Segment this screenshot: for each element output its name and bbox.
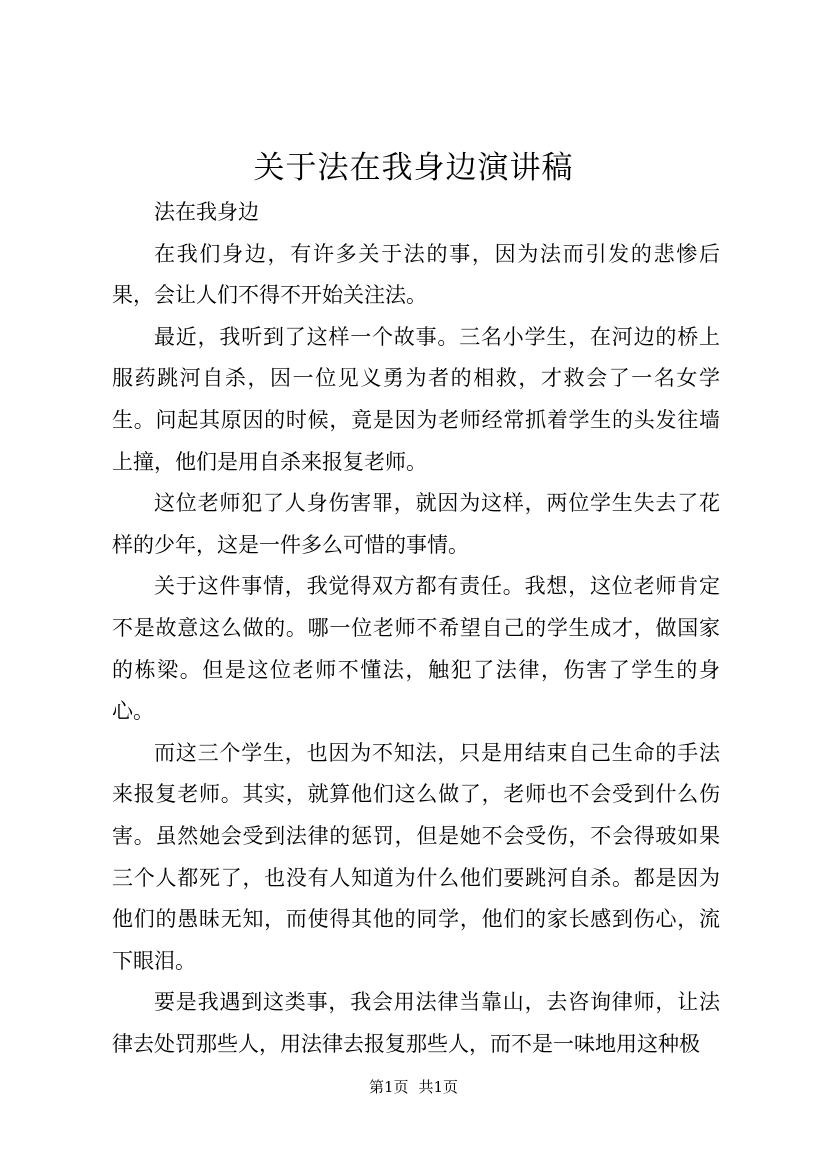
paragraph: 最近，我听到了这样一个故事。三名小学生，在河边的桥上服药跳河自杀，因一位见义勇为者的相救，才救会了一名女学生。问起其原因的时候，竟是因为老师经常抓着学生的头发往墙上撞，他们是用自杀来报复老师。 [112,324,720,474]
page-footer [0,1077,827,1097]
document-body [112,192,720,1065]
paragraph: 要是我遇到这类事，我会用法律当靠山，去咨询律师，让法律去处罚那些人，用法律去报复那些人，而不是一味地用这种极 [112,990,720,1056]
paragraph: 而这三个学生，也因为不知法，只是用结束自己生命的手法来报复老师。其实，就算他们这么做了，老师也不会受到什么伤害。虽然她会受到法律的惩罚，但是她不会受伤，不会得玻如果三个人都死了，也没有人知道为什么他们要跳河自杀。都是因为他们的愚昧无知，而使得其他的同学，他们的家长感到伤心，流下眼泪。 [112,740,720,973]
page-number: 第1页 [368,1078,409,1096]
paragraph: 在我们身边，有许多关于法的事，因为法而引发的悲惨后果，会让人们不得不开始关注法。 [112,241,720,308]
paragraph: 这位老师犯了人身伤害罪，就因为这样，两位学生失去了花样的少年，这是一件多么可惜的事情。 [112,491,720,557]
document-title: 关于法在我身边演讲稿 [253,150,574,186]
page-total: 共1页 [418,1078,459,1096]
paragraph: 关于这件事情，我觉得双方都有责任。我想，这位老师肯定不是故意这么做的。哪一位老师不希望自己的学生成才，做国家的栋梁。但是这位老师不懂法，触犯了法律，伤害了学生的身心。 [112,574,720,724]
paragraph: 法在我身边 [154,200,259,224]
